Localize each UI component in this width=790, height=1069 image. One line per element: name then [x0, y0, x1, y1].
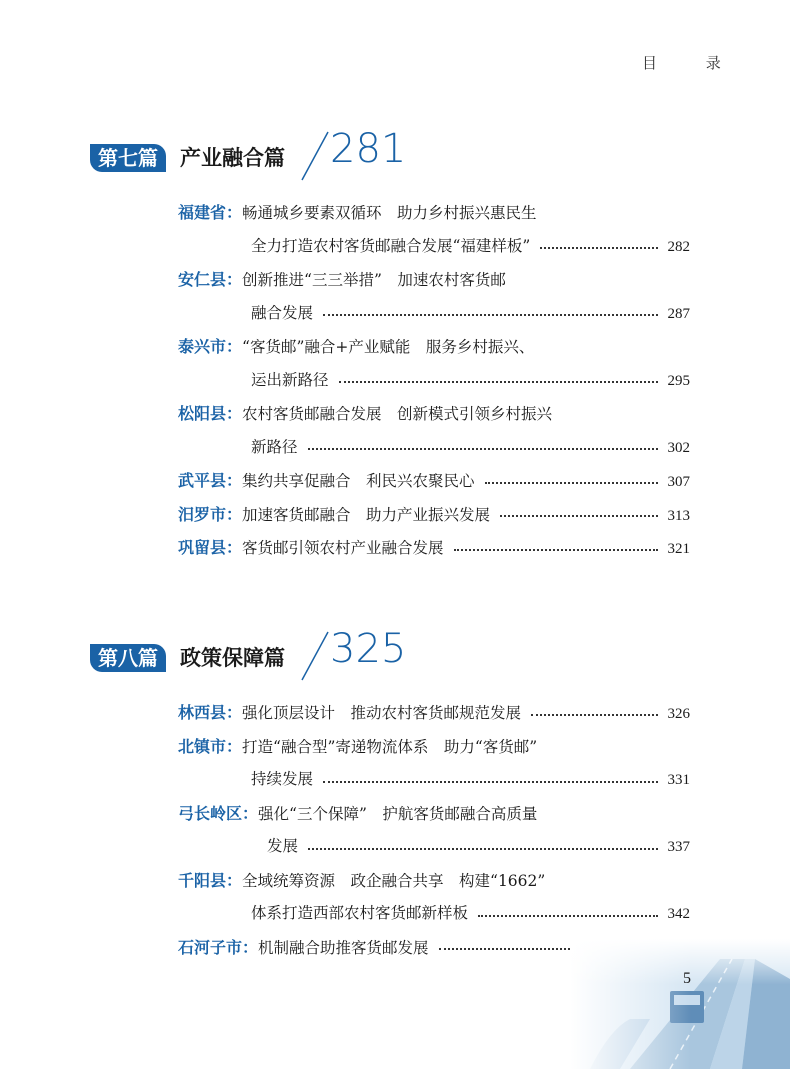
toc-entry[interactable] [178, 797, 690, 831]
entry-page: 295 [667, 372, 690, 389]
entry-title: 创新推进“三三举措” 加速农村客货邮 [242, 271, 506, 289]
leader-dots [323, 314, 657, 316]
section-7-entries [178, 196, 690, 565]
entry-title: 强化顶层设计 推动农村客货邮规范发展 [242, 704, 522, 722]
toc-entry[interactable] [178, 498, 690, 532]
leader-dots [500, 515, 657, 517]
toc-entry-continuation[interactable] [178, 431, 690, 465]
entry-title: 全域统筹资源 政企融合共享 构建“1662” [242, 871, 546, 890]
entry-place: 千阳县： [178, 870, 243, 890]
toc-entry-continuation[interactable] [178, 830, 690, 864]
toc-entry[interactable] [178, 397, 690, 431]
section-7-page: 281 [330, 126, 407, 172]
entry-page: 302 [667, 439, 690, 456]
entry-place: 松阳县： [178, 404, 243, 423]
entry-title: “客货邮”融合+产业赋能 服务乡村振兴、 [242, 338, 535, 356]
toc-entry-continuation[interactable] [178, 230, 690, 264]
entry-place: 汨罗市： [178, 504, 243, 524]
entry-title: 运出新路径 [251, 370, 329, 389]
section-8-name: 政策保障篇 [180, 646, 285, 670]
entry-page: 313 [667, 507, 690, 524]
entry-page: 331 [667, 772, 690, 788]
entry-page: 287 [667, 305, 690, 322]
section-7-name: 产业融合篇 [180, 146, 285, 170]
leader-dots [531, 714, 657, 716]
entry-title: 强化“三个保障” 护航客货邮融合高质量 [258, 804, 538, 823]
entry-title: 畅通城乡要素双循环 助力乡村振兴惠民生 [242, 204, 537, 222]
leader-dots [478, 915, 657, 917]
highway-photo-decoration [570, 939, 790, 1069]
entry-place: 弓长岭区： [178, 803, 259, 823]
section-8-page: 325 [330, 626, 407, 672]
entry-place: 林西县： [178, 703, 243, 722]
section-7-heading [90, 126, 700, 186]
toc-entry-continuation[interactable] [178, 297, 690, 331]
entry-title: 融合发展 [251, 303, 314, 322]
entry-page: 282 [667, 238, 690, 255]
entry-title: 打造“融合型”寄递物流体系 助力“客货邮” [242, 737, 538, 756]
entry-place: 泰兴市： [178, 337, 243, 356]
entry-title: 体系打造西部农村客货邮新样板 [251, 904, 469, 922]
toc-entry[interactable] [178, 864, 690, 898]
entry-place: 北镇市： [178, 736, 243, 756]
entry-page: 307 [667, 474, 690, 490]
entry-place: 福建省： [178, 203, 243, 222]
entry-page: 342 [667, 906, 690, 922]
toc-entry[interactable] [178, 330, 690, 364]
section-8-entries [178, 696, 690, 964]
section-8-heading [90, 626, 700, 686]
section-7-badge: 第七篇 [90, 144, 166, 172]
section-8 [90, 626, 700, 686]
entry-title: 新路径 [251, 437, 298, 456]
entry-title: 加速客货邮融合 助力产业振兴发展 [242, 505, 491, 524]
leader-dots [485, 482, 658, 484]
entry-title: 集约共享促融合 利民兴农聚民心 [242, 472, 475, 490]
toc-entry[interactable] [178, 263, 690, 297]
toc-entry[interactable] [178, 730, 690, 764]
entry-page: 321 [667, 541, 690, 557]
entry-place: 石河子市： [178, 937, 259, 957]
toc-entry[interactable] [178, 464, 690, 498]
entry-place: 巩留县： [178, 538, 243, 557]
leader-dots [540, 247, 657, 249]
entry-title: 持续发展 [251, 770, 314, 788]
entry-page: 326 [667, 706, 690, 722]
leader-dots [339, 381, 658, 383]
entry-place: 武平县： [178, 471, 243, 490]
toc-entry[interactable] [178, 196, 690, 230]
leader-dots [454, 549, 658, 551]
page-number: 5 [683, 970, 691, 987]
entry-title: 机制融合助推客货邮发展 [258, 938, 429, 957]
leader-dots [308, 848, 657, 850]
entry-place: 安仁县： [178, 270, 243, 289]
toc-entry-continuation[interactable] [178, 364, 690, 398]
toc-entry-continuation[interactable] [178, 897, 690, 931]
toc-entry[interactable] [178, 531, 690, 565]
toc-entry[interactable] [178, 696, 690, 730]
section-7 [90, 126, 700, 186]
entry-title: 客货邮引领农村产业融合发展 [242, 539, 444, 557]
entry-title: 农村客货邮融合发展 创新模式引领乡村振兴 [242, 405, 553, 423]
leader-dots [323, 781, 657, 783]
entry-page: 337 [667, 839, 690, 855]
leader-dots [308, 448, 658, 450]
slash-divider-icon [300, 630, 330, 682]
slash-divider-icon [300, 130, 330, 182]
section-8-badge: 第八篇 [90, 644, 166, 672]
entry-title: 发展 [267, 837, 299, 855]
toc-entry-continuation[interactable] [178, 763, 690, 797]
header-title: 目 录 [642, 54, 743, 72]
entry-title: 全力打造农村客货邮融合发展“福建样板” [251, 236, 531, 255]
